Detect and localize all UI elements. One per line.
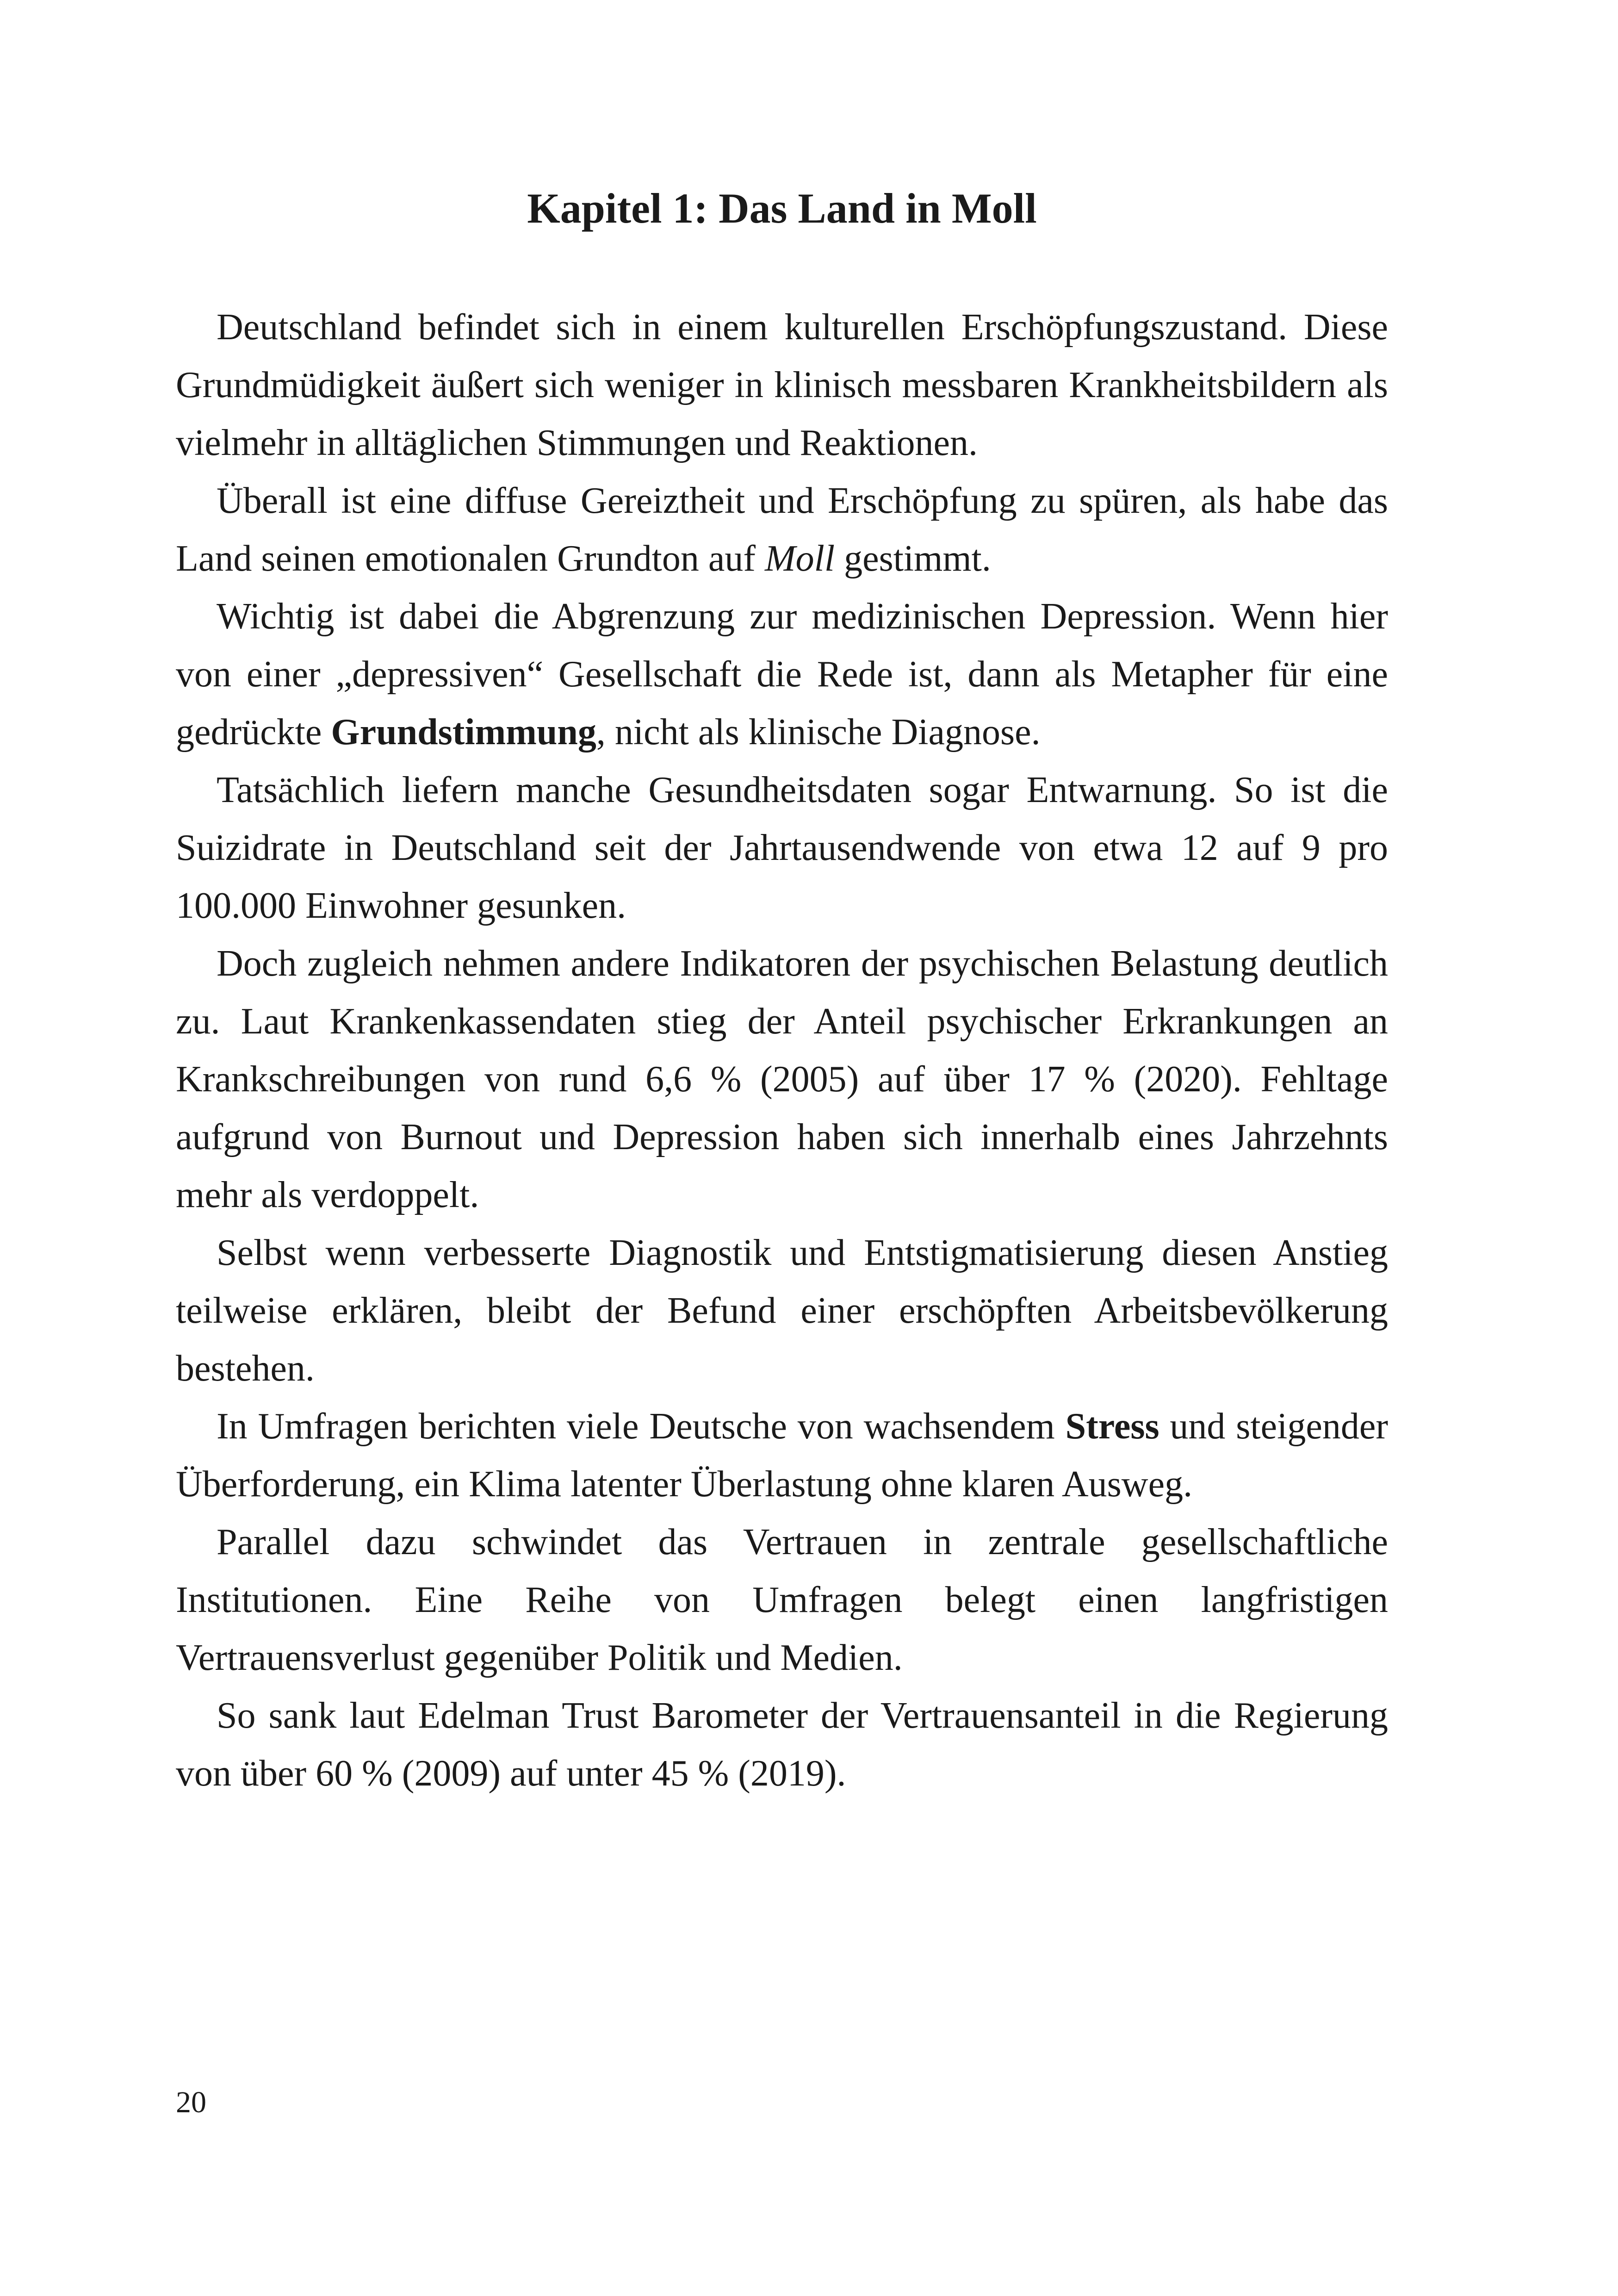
paragraph-9: So sank laut Edelman Trust Barometer der Vertrauensanteil in die Regierung von über 60 % (2009) auf unter 45 % (2019). — [176, 1695, 1388, 1794]
paragraph-4: Tatsächlich liefern manche Gesundheitsdaten sogar Entwarnung. So ist die Suizidrate in Deutschland seit der Jahrtausendwende von etwa 12 auf 9 pro 100.000 Einwohner gesunken. — [176, 770, 1388, 926]
bold-stress: Stress — [1065, 1406, 1159, 1447]
paragraph-2-text-a: Überall ist eine diffuse Gereiztheit und Erschöpfung zu spüren, als habe das Land seinen emotionalen Grundton auf — [176, 480, 1388, 579]
page-number: 20 — [176, 2085, 206, 2119]
paragraph-5: Doch zugleich nehmen andere Indikatoren der psychischen Belastung deutlich zu. Laut Krankenkassendaten stieg der Anteil psychischer Erkrankungen an Krankschreibungen von rund 6,6 % (2005) auf über 17 % (2020). Fehltage aufgrund von Burnout und Depression haben sich innerhalb eines Jahrzehnts mehr als verdoppelt. — [176, 943, 1388, 1215]
paragraph-3-text-b: , nicht als klinische Diagnose. — [596, 712, 1041, 753]
paragraph-7-text-b: und steigender Überforderung, ein Klima latenter Überlastung ohne klaren Ausweg. — [176, 1406, 1389, 1505]
paragraph-2 — [176, 472, 1388, 588]
paragraph-2-text-b: gestimmt. — [835, 538, 991, 579]
bold-grundstimmung: Grundstimmung — [331, 712, 596, 753]
paragraph-3 — [176, 588, 1388, 761]
paragraph-3-text-a: Wichtig ist dabei die Abgrenzung zur medizinischen Depression. Wenn hier von einer „depressiven“ Gesellschaft die Rede ist, dann als Metapher für eine gedrückte — [176, 596, 1388, 753]
paragraph-6: Selbst wenn verbesserte Diagnostik und Entstigmatisierung diesen Anstieg teilweise erklären, bleibt der Befund einer erschöpften Arbeitsbevölkerung bestehen. — [176, 1232, 1388, 1389]
paragraph-7 — [176, 1398, 1388, 1513]
chapter-title: Kapitel 1: Das Land in Moll — [527, 185, 1037, 232]
chapter-body — [176, 299, 1388, 1803]
paragraph-7-text-a: In Umfragen berichten viele Deutsche von wachsendem — [217, 1406, 1066, 1447]
paragraph-8: Parallel dazu schwindet das Vertrauen in zentrale gesellschaftliche Institutionen. Eine Reihe von Umfragen belegt einen langfristigen Vertrauensverlust gegenüber Politik und Medien. — [176, 1522, 1388, 1678]
paragraph-1: Deutschland befindet sich in einem kulturellen Erschöpfungszustand. Diese Grundmüdigkeit äußert sich weniger in klinisch messbaren Krankheitsbildern als vielmehr in alltäglichen Stimmungen und Reaktionen. — [176, 307, 1388, 463]
emphasis-moll: Moll — [764, 538, 835, 579]
